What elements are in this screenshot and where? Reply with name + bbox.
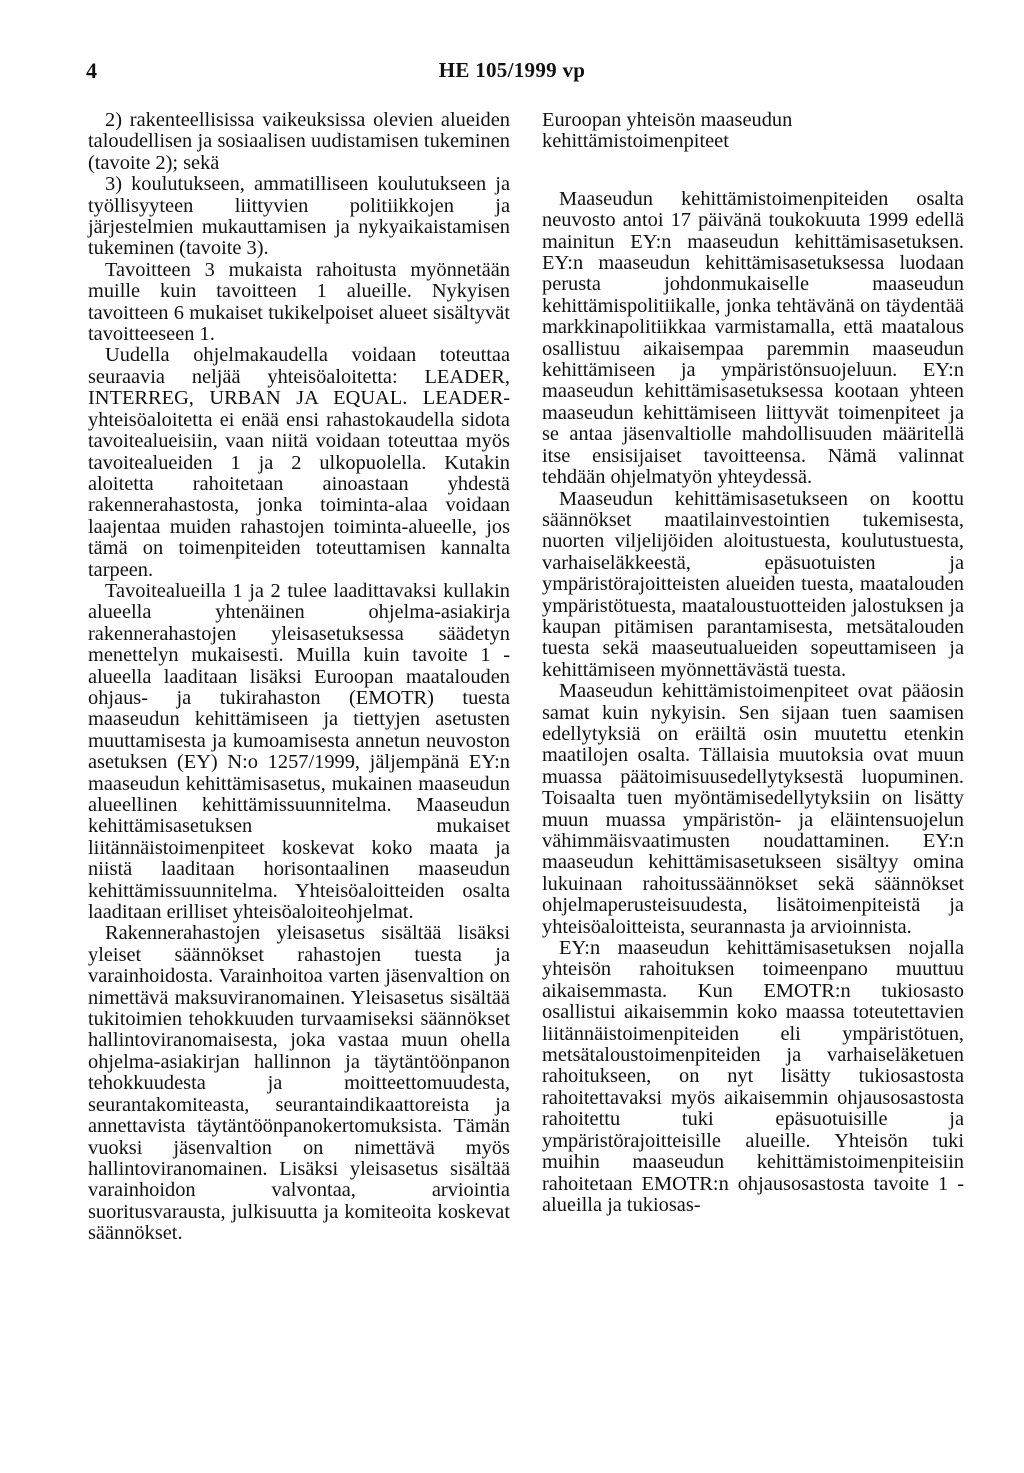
paragraph: 3) koulutukseen, ammatilliseen koulutukseen ja työllisyyteen liittyvien politiikkojen ja järjestelmien mukauttamisen ja nykyaikaistamisen tukeminen (tavoite 3). xyxy=(88,173,510,260)
paragraph: Tavoitteen 3 mukaista rahoitusta myönnetään muille kuin tavoitteen 1 alueille. Nykyisen tavoitteen 6 mukaiset tukikelpoiset alueet sisältyvät tavoitteeseen 1. xyxy=(88,258,510,346)
right-column xyxy=(542,110,964,1216)
left-column xyxy=(88,110,510,1245)
paragraph: Maaseudun kehittämisasetukseen on koottu säännökset maatilainvestointien tukemisesta, nuorten viljelijöiden aloitustuesta, koulutustuesta, varhaiseläkkeestä, epäsuotuisten ja ympäristörajoitteisten alueiden tuesta, maatalouden ympäristötuesta, maataloustuotteiden jalostuksen ja kaupan pitämisen parantamisesta, metsätalouden tuesta sekä maaseutualueiden sopeuttamiseen ja kehittämiseen myönnettävästä tuesta. xyxy=(542,487,964,681)
running-title: HE 105/1999 vp xyxy=(438,58,586,82)
paragraph: 2) rakenteellisissa vaikeuksissa olevien alueiden taloudellisen ja sosiaalisen uudistamisen tukeminen (tavoite 2); sekä xyxy=(88,109,510,174)
paragraph: EY:n maaseudun kehittämisasetuksen nojalla yhteisön rahoituksen toimeenpano muuttuu aikaisemmasta. Kun EMOTR:n tukiosasto osallistui aikaisemmin koko maassa toteutettavien liitännäistoimenpiteiden eli ympäristötuen, metsätaloustoimenpiteiden ja varhaiseläketuen rahoitukseen, on nyt lisätty tukiosastosta rahoitettavaksi myös aikaisemmin ohjausosastosta rahoitettu tuki epäsuotuisille ja ympäristörajoitteisille alueille. Yhteisön tuki muihin maaseudun kehittämistoimenpiteisiin rahoitetaan EMOTR:n ohjausosastosta tavoite 1 -alueilla ja tukiosas- xyxy=(542,937,964,1216)
paragraph: Maaseudun kehittämistoimenpiteet ovat pääosin samat kuin nykyisin. Sen sijaan tuen saamisen edellytyksiä on eräiltä osin muutettu etenkin maatilojen osalta. Tällaisia muutoksia ovat muun muassa päätoimisuusedellytyksestä luopuminen. Toisaalta tuen myöntämisedellytyksiin on lisätty muun muassa ympäristön- ja eläintensuojelun vähimmäisvaatimusten noudattaminen. EY:n maaseudun kehittämisasetukseen sisältyy omina lukuinaan rahoitussäännökset sekä säännökset ohjelmaperusteisuudesta, lisätoimenpiteistä ja yhteisöaloitteista, seurannasta ja arvioinnista. xyxy=(542,680,964,938)
paragraph: Maaseudun kehittämistoimenpiteiden osalta neuvosto antoi 17 päivänä toukokuuta 1999 edellä mainitun EY:n maaseudun kehittämisasetuksen. EY:n maaseudun kehittämisasetuksessa luodaan perusta johdonmukaiselle maaseudun kehittämispolitiikalle, jonka tehtävänä on täydentää markkinapolitiikkaa varmistamalla, että maatalous osallistuu aikaisempaa paremmin maaseudun kehittämiseen ja ympäristönsuojeluun. EY:n maaseudun kehittämisasetuksessa kootaan yhteen maaseudun kehittämiseen liittyvät toimenpiteet ja se antaa jäsenvaltiolle mahdollisuuden määritellä itse ensisijaiset tavoitteensa. Nämä valinnat tehdään ohjelmatyön yhteydessä. xyxy=(542,187,964,489)
paragraph: Rakennerahastojen yleisasetus sisältää lisäksi yleiset säännökset rahastojen tuesta ja varainhoidosta. Varainhoitoa varten jäsenvaltion on nimettävä maksuviranomainen. Yleisasetus sisältää tukitoimien tehokkuuden turvaamiseksi säännökset hallintoviranomaisesta, joka vastaa muun ohella ohjelma-asiakirjan hallinnon ja täytäntöönpanon tehokkuudesta ja moitteettomuudesta, seurantakomiteasta, seurantaindikaattoreista ja annettavista täytäntöönpanokertomuksista. Tämän vuoksi jäsenvaltion on nimettävä myös hallintoviranomainen. Lisäksi yleisasetus sisältää varainhoidon valvontaa, arviointia suoritusvarausta, julkisuutta ja komiteoita koskevat säännökset. xyxy=(88,922,510,1245)
paragraph: Tavoitealueilla 1 ja 2 tulee laadittavaksi kullakin alueella yhtenäinen ohjelma-asiakirja rakennerahastojen yleisasetuksessa säädetyn menettelyn mukaisesti. Muilla kuin tavoite 1 -alueella laaditaan lisäksi Euroopan maatalouden ohjaus- ja tukirahaston (EMOTR) tuesta maaseudun kehittämiseen ja tiettyjen asetusten muuttamisesta ja kumoamisesta annetun neuvoston asetuksen (EY) N:o 1257/1999, jäljempänä EY:n maaseudun kehittämisasetus, mukainen maaseudun alueellinen kehittämissuunnitelma. Maaseudun kehittämisasetuksen mukaiset liitännäistoimenpiteet koskevat koko maata ja niistä laaditaan horisontaalinen maaseudun kehittämissuunnitelma. Yhteisöaloitteiden osalta laaditaan erilliset yhteisöaloiteohjelmat. xyxy=(88,579,510,924)
section-heading: Euroopan yhteisön maaseudun kehittämistoimenpiteet xyxy=(542,109,793,153)
paragraph: Uudella ohjelmakaudella voidaan toteuttaa seuraavia neljää yhteisöaloitetta: LEADER, INTERREG, URBAN JA EQUAL. LEADER-yhteisöaloitetta ei enää ensi rahastokaudella sidota tavoitealueisiin, vaan niitä voidaan toteuttaa myös tavoitealueiden 1 ja 2 ulkopuolella. Kutakin aloitetta rahoitetaan ainoastaan yhdestä rakennerahastosta, jonka toiminta-alaa voidaan laajentaa muiden rahastojen toiminta-alueelle, jos tämä on toimenpiteiden toteuttamisen kannalta tarpeen. xyxy=(88,344,510,581)
page-number: 4 xyxy=(86,58,97,83)
